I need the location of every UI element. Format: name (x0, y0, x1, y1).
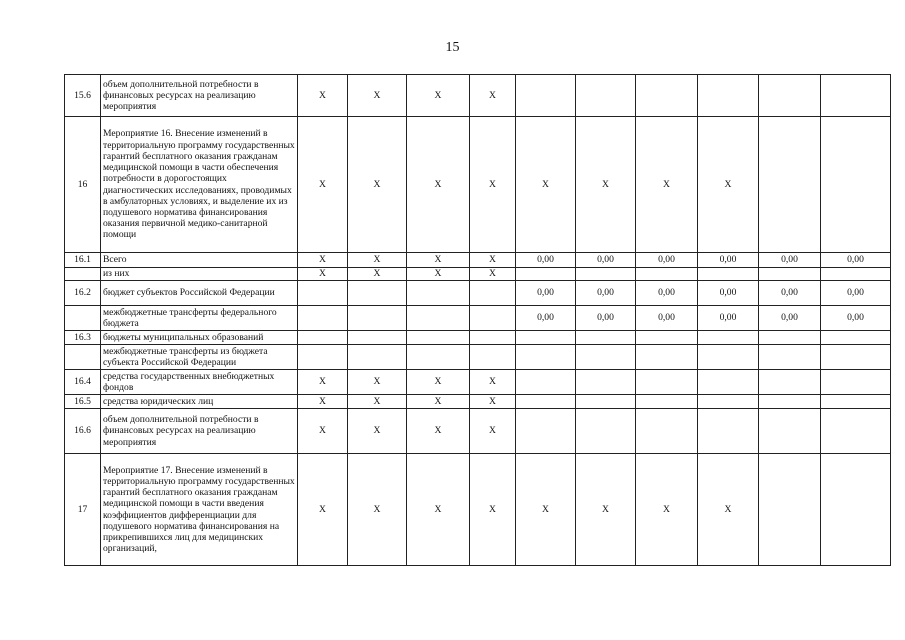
table-row (65, 370, 891, 395)
cell-empty (698, 268, 759, 281)
table-row (65, 75, 891, 117)
cell-empty (348, 345, 407, 370)
cell-empty (759, 117, 821, 253)
cell-mark: X (576, 117, 636, 253)
cell-mark: X (470, 454, 516, 566)
row-number: 16.2 (65, 281, 101, 306)
cell-empty (516, 395, 576, 409)
cell-mark: X (348, 454, 407, 566)
cell-empty (821, 117, 891, 253)
page-number: 15 (445, 40, 460, 55)
cell-mark: X (407, 75, 470, 117)
cell-empty (759, 268, 821, 281)
row-description: межбюджетные трансферты федерального бюджета (101, 306, 298, 331)
row-number: 16.3 (65, 331, 101, 345)
table-row (65, 345, 891, 370)
cell-mark: X (298, 117, 348, 253)
cell-mark: X (348, 253, 407, 268)
row-description: бюджеты муниципальных образований (101, 331, 298, 345)
cell-value: 0,00 (821, 281, 891, 306)
cell-empty (821, 331, 891, 345)
cell-mark: X (470, 370, 516, 395)
cell-empty (298, 331, 348, 345)
row-description: Всего (101, 253, 298, 268)
cell-empty (759, 331, 821, 345)
cell-empty (576, 331, 636, 345)
row-description: средства юридических лиц (101, 395, 298, 409)
cell-empty (348, 331, 407, 345)
row-number (65, 345, 101, 370)
cell-mark: X (407, 409, 470, 454)
cell-mark: X (298, 268, 348, 281)
cell-mark: X (407, 117, 470, 253)
cell-empty (298, 306, 348, 331)
table-row (65, 395, 891, 409)
cell-empty (698, 409, 759, 454)
row-number: 16.6 (65, 409, 101, 454)
cell-mark: X (470, 409, 516, 454)
cell-value: 0,00 (576, 306, 636, 331)
cell-empty (821, 345, 891, 370)
cell-value: 0,00 (821, 306, 891, 331)
cell-mark: X (636, 117, 698, 253)
row-description: средства государственных внебюджетных фондов (101, 370, 298, 395)
cell-value: 0,00 (821, 253, 891, 268)
cell-value: 0,00 (759, 253, 821, 268)
cell-empty (576, 409, 636, 454)
cell-empty (698, 370, 759, 395)
cell-empty (821, 454, 891, 566)
cell-mark: X (470, 117, 516, 253)
cell-empty (407, 331, 470, 345)
cell-mark: X (407, 253, 470, 268)
cell-mark: X (516, 454, 576, 566)
cell-mark: X (470, 395, 516, 409)
cell-empty (470, 331, 516, 345)
cell-mark: X (698, 454, 759, 566)
cell-value: 0,00 (759, 281, 821, 306)
cell-value: 0,00 (698, 253, 759, 268)
cell-mark: X (516, 117, 576, 253)
cell-empty (576, 345, 636, 370)
table-row (65, 268, 891, 281)
row-description: объем дополнительной потребности в финансовых ресурсах на реализацию мероприятия (101, 409, 298, 454)
row-number (65, 306, 101, 331)
cell-empty (470, 281, 516, 306)
cell-empty (636, 268, 698, 281)
cell-empty (821, 409, 891, 454)
cell-empty (698, 395, 759, 409)
row-number (65, 268, 101, 281)
cell-mark: X (348, 117, 407, 253)
cell-value: 0,00 (636, 306, 698, 331)
cell-value: 0,00 (636, 253, 698, 268)
cell-value: 0,00 (516, 253, 576, 268)
cell-value: 0,00 (698, 281, 759, 306)
cell-mark: X (407, 370, 470, 395)
cell-mark: X (298, 370, 348, 395)
cell-empty (698, 75, 759, 117)
cell-mark: X (298, 454, 348, 566)
cell-empty (636, 75, 698, 117)
cell-empty (470, 306, 516, 331)
cell-mark: X (470, 75, 516, 117)
cell-empty (576, 395, 636, 409)
cell-empty (298, 345, 348, 370)
cell-empty (470, 345, 516, 370)
table-row (65, 281, 891, 306)
cell-empty (348, 281, 407, 306)
cell-empty (821, 395, 891, 409)
table-row (65, 454, 891, 566)
row-description: Мероприятие 17. Внесение изменений в территориальную программу государственных гарантий бесплатного оказания гражданам медицинской помощи в части введения коэффициентов дифференциации для подушевого норматива финансирования на прикрепившихся лиц для медицинских организаций, (101, 454, 298, 566)
cell-value: 0,00 (516, 281, 576, 306)
cell-empty (407, 306, 470, 331)
cell-empty (516, 331, 576, 345)
cell-value: 0,00 (636, 281, 698, 306)
cell-mark: X (348, 75, 407, 117)
row-number: 15.6 (65, 75, 101, 117)
row-number: 16.1 (65, 253, 101, 268)
cell-mark: X (407, 395, 470, 409)
cell-mark: X (348, 409, 407, 454)
cell-empty (407, 345, 470, 370)
cell-value: 0,00 (698, 306, 759, 331)
cell-mark: X (348, 268, 407, 281)
cell-empty (759, 345, 821, 370)
cell-empty (759, 370, 821, 395)
cell-mark: X (576, 454, 636, 566)
cell-mark: X (348, 395, 407, 409)
cell-empty (516, 345, 576, 370)
row-description: объем дополнительной потребности в финансовых ресурсах на реализацию мероприятия (101, 75, 298, 117)
cell-mark: X (407, 268, 470, 281)
cell-empty (576, 370, 636, 395)
cell-empty (516, 409, 576, 454)
cell-mark: X (698, 117, 759, 253)
cell-value: 0,00 (576, 281, 636, 306)
row-description: из них (101, 268, 298, 281)
cell-mark: X (298, 395, 348, 409)
table-row (65, 331, 891, 345)
cell-empty (759, 395, 821, 409)
cell-empty (636, 331, 698, 345)
table-row (65, 253, 891, 268)
cell-empty (407, 281, 470, 306)
row-number: 16.5 (65, 395, 101, 409)
cell-empty (759, 409, 821, 454)
row-number: 17 (65, 454, 101, 566)
cell-empty (298, 281, 348, 306)
row-description: Мероприятие 16. Внесение изменений в территориальную программу государственных гарантий бесплатного оказания гражданам медицинской помощи в части обеспечения потребности в дорогостоящих диагностических исследованиях, проводимых в амбулаторных условиях, и выделение их из подушевого норматива финансирования оказания первичной медико-санитарной помощи (101, 117, 298, 253)
cell-value: 0,00 (516, 306, 576, 331)
cell-empty (821, 268, 891, 281)
cell-empty (516, 268, 576, 281)
table-row (65, 117, 891, 253)
cell-mark: X (407, 454, 470, 566)
cell-empty (821, 370, 891, 395)
cell-value: 0,00 (759, 306, 821, 331)
cell-mark: X (298, 75, 348, 117)
row-description: межбюджетные трансферты из бюджета субъекта Российской Федерации (101, 345, 298, 370)
cell-mark: X (636, 454, 698, 566)
cell-empty (821, 75, 891, 117)
financing-table (64, 74, 891, 566)
cell-empty (636, 409, 698, 454)
cell-empty (516, 370, 576, 395)
row-number: 16 (65, 117, 101, 253)
cell-empty (698, 345, 759, 370)
cell-empty (636, 395, 698, 409)
row-number: 16.4 (65, 370, 101, 395)
cell-mark: X (470, 253, 516, 268)
row-description: бюджет субъектов Российской Федерации (101, 281, 298, 306)
table-row (65, 409, 891, 454)
cell-empty (636, 370, 698, 395)
cell-mark: X (298, 253, 348, 268)
cell-empty (636, 345, 698, 370)
cell-mark: X (298, 409, 348, 454)
cell-mark: X (348, 370, 407, 395)
cell-mark: X (470, 268, 516, 281)
cell-value: 0,00 (576, 253, 636, 268)
cell-empty (516, 75, 576, 117)
cell-empty (759, 454, 821, 566)
cell-empty (576, 75, 636, 117)
cell-empty (348, 306, 407, 331)
cell-empty (698, 331, 759, 345)
cell-empty (759, 75, 821, 117)
cell-empty (576, 268, 636, 281)
table-row (65, 306, 891, 331)
